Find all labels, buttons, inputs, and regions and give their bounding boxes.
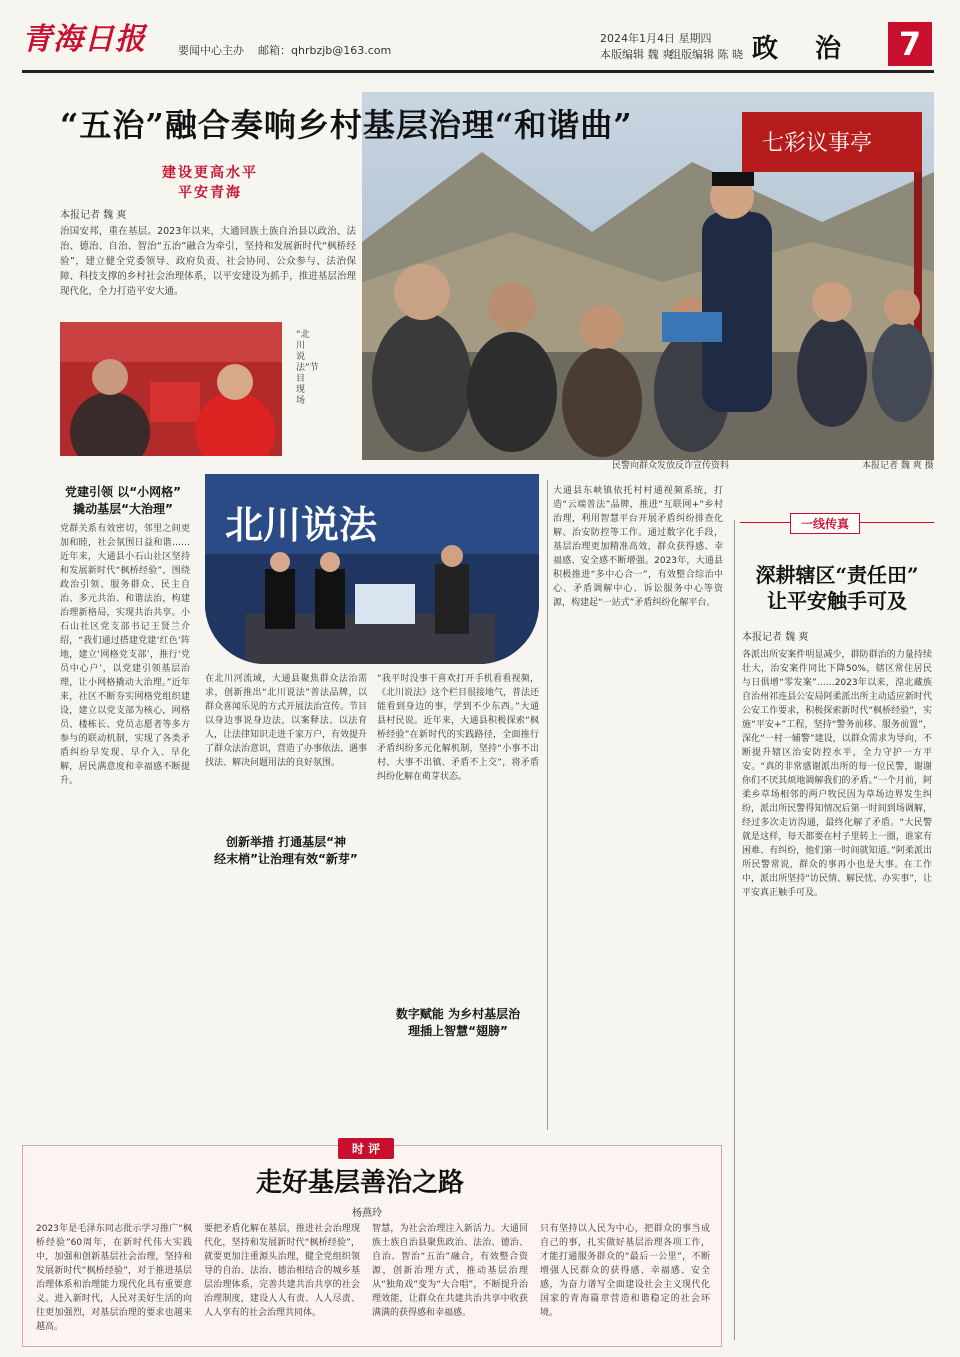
tv-studio-illustration bbox=[205, 474, 539, 664]
col2-subhead-line-2: 经末梢”让治理有效“新芽” bbox=[214, 852, 358, 866]
kicker-line-2: 平安青海 bbox=[178, 185, 242, 201]
col2-subhead-line-1: 创新举措 打通基层“神 bbox=[225, 835, 347, 849]
commentary-col-4: 只有坚持以人民为中心，把群众的事当成自己的事，扎实做好基层治理各项工作，才能打通服务群众的“最后一公里”，不断增强人民群众的获得感、幸福感、安全感，为奋力谱写全面建设社会主义现代化国家的青海篇章营造和谐稳定的社会环境。 bbox=[540, 1224, 710, 1318]
col4-text: 大通县东峡镇依托村村通视频系统，打造“云端普法”品牌，推进“互联网+”乡村治理，利用智慧平台开展矛盾纠纷排查化解、治安防控等工作。通过数字化手段，基层治理更加精准高效，群众获得感、幸福感、安全感不断增强。2023年，大通县积极推进“多中心合一”，有效整合综治中心、矛盾调解中心、诉讼服务中心等资源，构建起“一站式”矛盾纠纷化解平台。 bbox=[553, 486, 723, 608]
col2-subhead bbox=[205, 834, 367, 868]
commentary-headline: 走好基层善治之路 bbox=[256, 1168, 465, 1198]
col3-subhead-line-1: 数字赋能 为乡村基层治 bbox=[395, 1007, 521, 1021]
newspaper-logo: 青海日报 bbox=[22, 22, 146, 57]
side-text: 各派出所安案件明显减少，群防群治的力量持续壮大，治安案件同比下降50%，辖区常住居民与日俱增“零发案”……2023年以来，湟北藏族自治州祁连县公安局阿柔派出所主动适应新时代公安工作要求，积极探索新时代“枫桥经验”，实施“平安+”工程，坚持“警务前移、服务前置”，深化“一村一辅警”建设，以群众需求为导向，不断提升辖区治安防控水平，全力守护一方平安。“真的非常感谢派出所的每一位民警，谢谢你们不厌其烦地调解我们的矛盾。”一个月前，阿柔乡草场相邻的两户牧民因为草场边界发生纠纷，派出所民警得知情况后第一时间到场调解，经过多次走访沟通，最终化解了矛盾。“大民警就是这样，每天都要在村子里转上一圈，谁家有困难、有纠纷，他们第一时间就知道。”阿柔派出所民警常说，群众的事再小也是大事。在工作中，派出所坚持“访民情、解民忧、办实事”，让平安真正触手可及。 bbox=[742, 650, 932, 898]
main-photo-caption: 民警向群众发放反诈宣传资料 bbox=[612, 461, 730, 471]
col1-subhead-line-1: 党建引领 以“小网格” bbox=[65, 485, 181, 499]
side-headline bbox=[742, 562, 932, 614]
left-photo bbox=[60, 322, 282, 456]
main-lead: 治国安邦，重在基层。2023年以来，大通回族土族自治县以政治、法治、德治、自治、智治“五治”融合为牵引，坚持和发展新时代“枫桥经验”，建立健全党委领导、政府负责、社会协同、公众参与、法治保障、科技支撑的乡村社会治理体系，以平安建设为抓手，推进基层治理现代化，全力打造平安大通。 bbox=[60, 226, 356, 297]
main-byline: 本报记者 魏 爽 bbox=[60, 210, 127, 221]
col3-text: “我平时没事干喜欢打开手机看看视频，《北川说法》这个栏目很接地气，普法还能看到身边的事，学到不少东西。”大通县村民说。近年来，大通县积极探索“枫桥经验”在新时代的实践路径，全面推行矛盾纠纷多元化解机制，坚持“小事不出村、大事不出镇、矛盾不上交”，将矛盾纠纷化解在萌芽状态。 bbox=[377, 674, 539, 782]
kicker-line-1: 建设更高水平 bbox=[162, 165, 258, 181]
beichuan-photo bbox=[205, 474, 539, 664]
side-byline: 本报记者 魏 爽 bbox=[742, 632, 809, 643]
masthead bbox=[0, 0, 960, 72]
layout-editor-line: 组版编辑 陈 晓 bbox=[670, 48, 743, 61]
kicker bbox=[150, 162, 270, 202]
left-photo-caption: “北川说法”节目现场 bbox=[296, 330, 319, 406]
main-headline: “五治”融合奏响乡村基层治理“和谐曲” bbox=[60, 106, 633, 144]
commentary-author: 杨燕玲 bbox=[352, 1208, 382, 1219]
commentary-col-3: 智慧，为社会治理注入新活力。大通回族土族自治县聚焦政治、法治、德治、自治、智治“五治”融合，有效整合资源，创新治理方式，推动基层治理从“独角戏”变为“大合唱”，不断提升治理效能，让群众在共建共治共享中收获满满的获得感和幸福感。 bbox=[372, 1224, 528, 1318]
police-photo-illustration bbox=[362, 92, 934, 460]
col1-text: 党群关系有效密切，邻里之间更加和睦，社会氛围日益和谐……近年来，大通县小石山社区坚持和发展新时代“枫桥经验”，围绕政治引领、服务群众、民主自治、多元共治、和谐法治，构建治理新格局，实现共治共享。小石山社区党支部书记王贤兰介绍，“我们通过搭建党建‘红色’阵地，建立‘网格党支部’，推行‘党员中心户’，以党建引领基层治理，让小网格撬动大治理。”近年来，社区不断夯实网格党组织建设，建立以党支部为核心，网格员、楼栋长、党员志愿者等多方参与的联动机制，实现了各类矛盾纠纷早发现、早介入、早化解，居民满意度和幸福感不断提升。 bbox=[60, 524, 190, 786]
col1-subhead bbox=[60, 484, 186, 518]
side-headline-line-2: 让平安触手可及 bbox=[767, 589, 907, 613]
commentary-tag: 时 评 bbox=[338, 1138, 394, 1159]
column-divider bbox=[547, 480, 548, 1130]
page-number-badge: 7 bbox=[888, 22, 932, 66]
editor-line: 本版编辑 魏 爽 bbox=[600, 48, 673, 61]
svg-text:北川说法: 北川说法 bbox=[225, 503, 378, 547]
main-photo bbox=[362, 92, 934, 460]
mediation-photo-illustration bbox=[60, 322, 282, 456]
side-headline-line-1: 深耕辖区“责任田” bbox=[755, 563, 919, 587]
side-tag: 一线传真 bbox=[790, 513, 860, 534]
col2-text: 在北川河流域，大通县聚焦群众法治需求，创新推出“北川说法”普法品牌，以群众喜闻乐见的方式开展法治宣传。节目以身边事说身边法，以案释法、以法育人，让法律知识走进千家万户，有效提升了群众法治意识，营造了办事依法、遇事找法、解决问题用法的良好氛围。 bbox=[205, 674, 367, 768]
col3-subhead-line-2: 理插上智慧“翅膀” bbox=[408, 1024, 508, 1038]
email-label: 邮箱：qhrbzjb@163.com bbox=[258, 44, 392, 57]
sponsor-label: 要闻中心主办 bbox=[178, 44, 244, 57]
side-divider bbox=[734, 520, 735, 1340]
col3-subhead bbox=[377, 1006, 539, 1040]
masthead-rule bbox=[22, 70, 934, 73]
col1-subhead-line-2: 撬动基层“大治理” bbox=[73, 502, 173, 516]
svg-text:七彩议事亭: 七彩议事亭 bbox=[762, 131, 873, 156]
section-title: 政 治 bbox=[752, 34, 856, 64]
commentary-col-1: 2023年是毛泽东同志批示学习推广“枫桥经验”60周年，在新时代伟大实践中，加强和创新基层社会治理，坚持和发展新时代“枫桥经验”，对于推进基层治理体系和治理能力现代化具有重要意义。进入新时代，人民对美好生活的向往更加强烈，对基层治理的要求也越来越高。 bbox=[36, 1224, 192, 1332]
issue-date: 2024年1月4日 星期四 bbox=[600, 32, 712, 45]
photo-credit: 本报记者 魏 爽 摄 bbox=[862, 461, 934, 471]
commentary-col-2: 要把矛盾化解在基层，推进社会治理现代化，坚持和发展新时代“枫桥经验”，就要更加注重源头治理，健全党组织领导的自治、法治、德治相结合的城乡基层治理体系，完善共建共治共享的社会治理制度，建设人人有责、人人尽责、人人享有的社会治理共同体。 bbox=[204, 1224, 360, 1318]
